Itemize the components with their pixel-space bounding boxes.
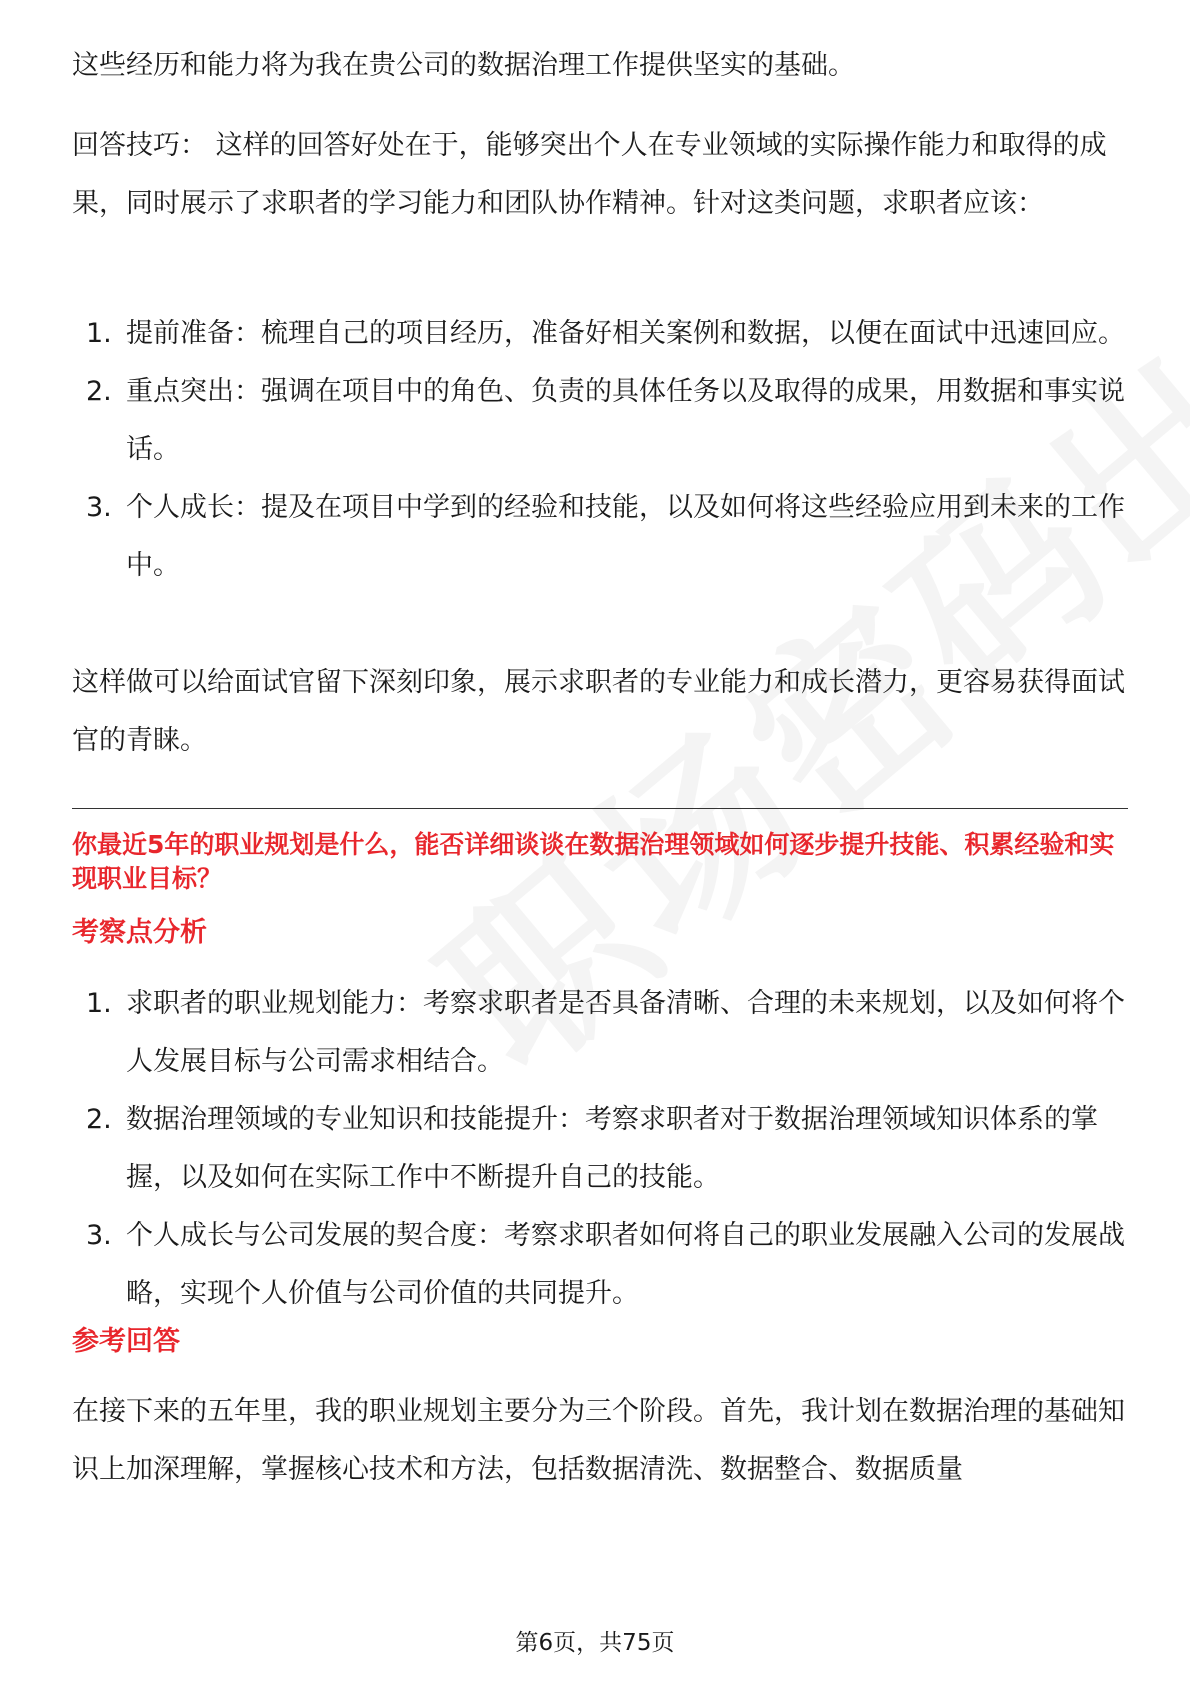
list-item-text: 求职者的职业规划能力：考察求职者是否具备清晰、合理的未来规划，以及如何将个人发展目标与公司需求相结合。 bbox=[126, 988, 1125, 1077]
list-item bbox=[72, 1091, 1128, 1207]
list-item-number: 2. bbox=[86, 376, 112, 407]
list-item bbox=[72, 479, 1128, 595]
page-number-footer: 第6页，共75页 bbox=[515, 1630, 675, 1656]
section-divider bbox=[72, 808, 1128, 809]
list-item-text: 个人成长与公司发展的契合度：考察求职者如何将自己的职业发展融入公司的发展战略，实现个人价值与公司价值的共同提升。 bbox=[126, 1220, 1125, 1309]
reference-paragraph: 在接下来的五年里，我的职业规划主要分为三个阶段。首先，我计划在数据治理的基础知识上加深理解，掌握核心技术和方法，包括数据清洗、数据整合、数据质量 bbox=[72, 1396, 1125, 1485]
analysis-list bbox=[72, 975, 1128, 1323]
tips-list bbox=[72, 305, 1128, 595]
list-item-text: 个人成长：提及在项目中学到的经验和技能，以及如何将这些经验应用到未来的工作中。 bbox=[126, 492, 1125, 581]
list-item-number: 1. bbox=[86, 988, 112, 1019]
list-item-text: 数据治理领域的专业知识和技能提升：考察求职者对于数据治理领域知识体系的掌握，以及如何在实际工作中不断提升自己的技能。 bbox=[126, 1104, 1098, 1193]
list-item bbox=[72, 1207, 1128, 1323]
intro-paragraph: 这些经历和能力将为我在贵公司的数据治理工作提供坚实的基础。 bbox=[72, 50, 855, 81]
list-item bbox=[72, 975, 1128, 1091]
list-item-text: 重点突出：强调在项目中的角色、负责的具体任务以及取得的成果，用数据和事实说话。 bbox=[126, 376, 1125, 465]
question-heading: 你最近5年的职业规划是什么，能否详细谈谈在数据治理领域如何逐步提升技能、积累经验和实现职业目标？ bbox=[72, 830, 1115, 893]
reference-heading: 参考回答 bbox=[72, 1326, 180, 1357]
list-item bbox=[72, 305, 1128, 363]
list-item-text: 提前准备：梳理自己的项目经历，准备好相关案例和数据，以便在面试中迅速回应。 bbox=[126, 318, 1125, 349]
list-item-number: 1. bbox=[86, 318, 112, 349]
list-item-number: 3. bbox=[86, 492, 112, 523]
list-item-number: 2. bbox=[86, 1104, 112, 1135]
analysis-heading: 考察点分析 bbox=[72, 917, 207, 948]
tips-paragraph: 回答技巧： 这样的回答好处在于，能够突出个人在专业领域的实际操作能力和取得的成果，同时展示了求职者的学习能力和团队协作精神。针对这类问题，求职者应该： bbox=[72, 130, 1107, 219]
list-item-number: 3. bbox=[86, 1220, 112, 1251]
list-item bbox=[72, 363, 1128, 479]
summary-paragraph: 这样做可以给面试官留下深刻印象，展示求职者的专业能力和成长潜力，更容易获得面试官的青睐。 bbox=[72, 667, 1125, 756]
